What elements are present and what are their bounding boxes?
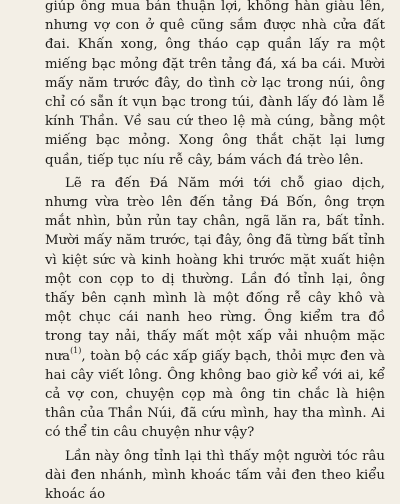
page-body [45, 0, 385, 504]
paragraph-2-text-start: Lẽ ra đến Đá Năm mới tới chỗ giao dịch, nhưng vừa trèo lên đến tảng Đá Bốn, ông trợn mắt nhìn, bủn rủn tay chân, ngã lăn ra, bất tỉnh. Mười mấy năm trước, tại đây, ông đã từng bất tỉnh vì kiệt sức và kinh hoàng khi trước mặt xuất hiện một con cọp to dị thường. Lần đó tỉnh lại, ông thấy bên cạnh mình là một đống rễ cây khô và một chục cái nanh heo rừng. Ông kiểm tra đồ trong tay nải, thấy mất một xấp vải nhuộm mặc nưa [45, 175, 385, 364]
paragraph-1 [45, 0, 385, 170]
paragraph-1-text: giúp ông mua bán thuận lợi, không hàn giàu lên, nhưng vợ con ở quê cũng sắm được nhà cửa đất đai. Khấn xong, ông tháo cạp quần lấy ra một miếng bạc mỏng đặt trên tảng đá, xá ba cái. Mười mấy năm trước đây, do tình cờ lạc trong núi, ông chỉ có sẵn ít vụn bạc trong túi, đành lấy đó làm lễ kính Thần. Về sau cứ theo lệ mà cúng, bằng một miếng bạc mỏng. Xong ông thắt chặt lại lưng quần, tiếp tục níu rễ cây, bám vách đá trèo lên. [45, 0, 385, 168]
paragraph-2-text-end: , toàn bộ các xấp giấy bạch, thỏi mực đen và hai cây viết lông. Ông không bao giờ kể với ai, kể cả vợ con, chuyện cọp mà ông tin chắc là hiện thân của Thần Núi, đã cứu mình, hay tha mình. Ai có thể tin câu chuyện như vậy? [45, 348, 385, 441]
paragraph-3 [45, 447, 385, 504]
paragraph-3-text: Lần này ông tỉnh lại thì thấy một người tóc râu dài đen nhánh, mình khoác tấm vải đen theo kiểu khoác áo [45, 448, 385, 503]
paragraph-2 [45, 174, 385, 443]
footnote-marker: (1) [70, 346, 82, 356]
